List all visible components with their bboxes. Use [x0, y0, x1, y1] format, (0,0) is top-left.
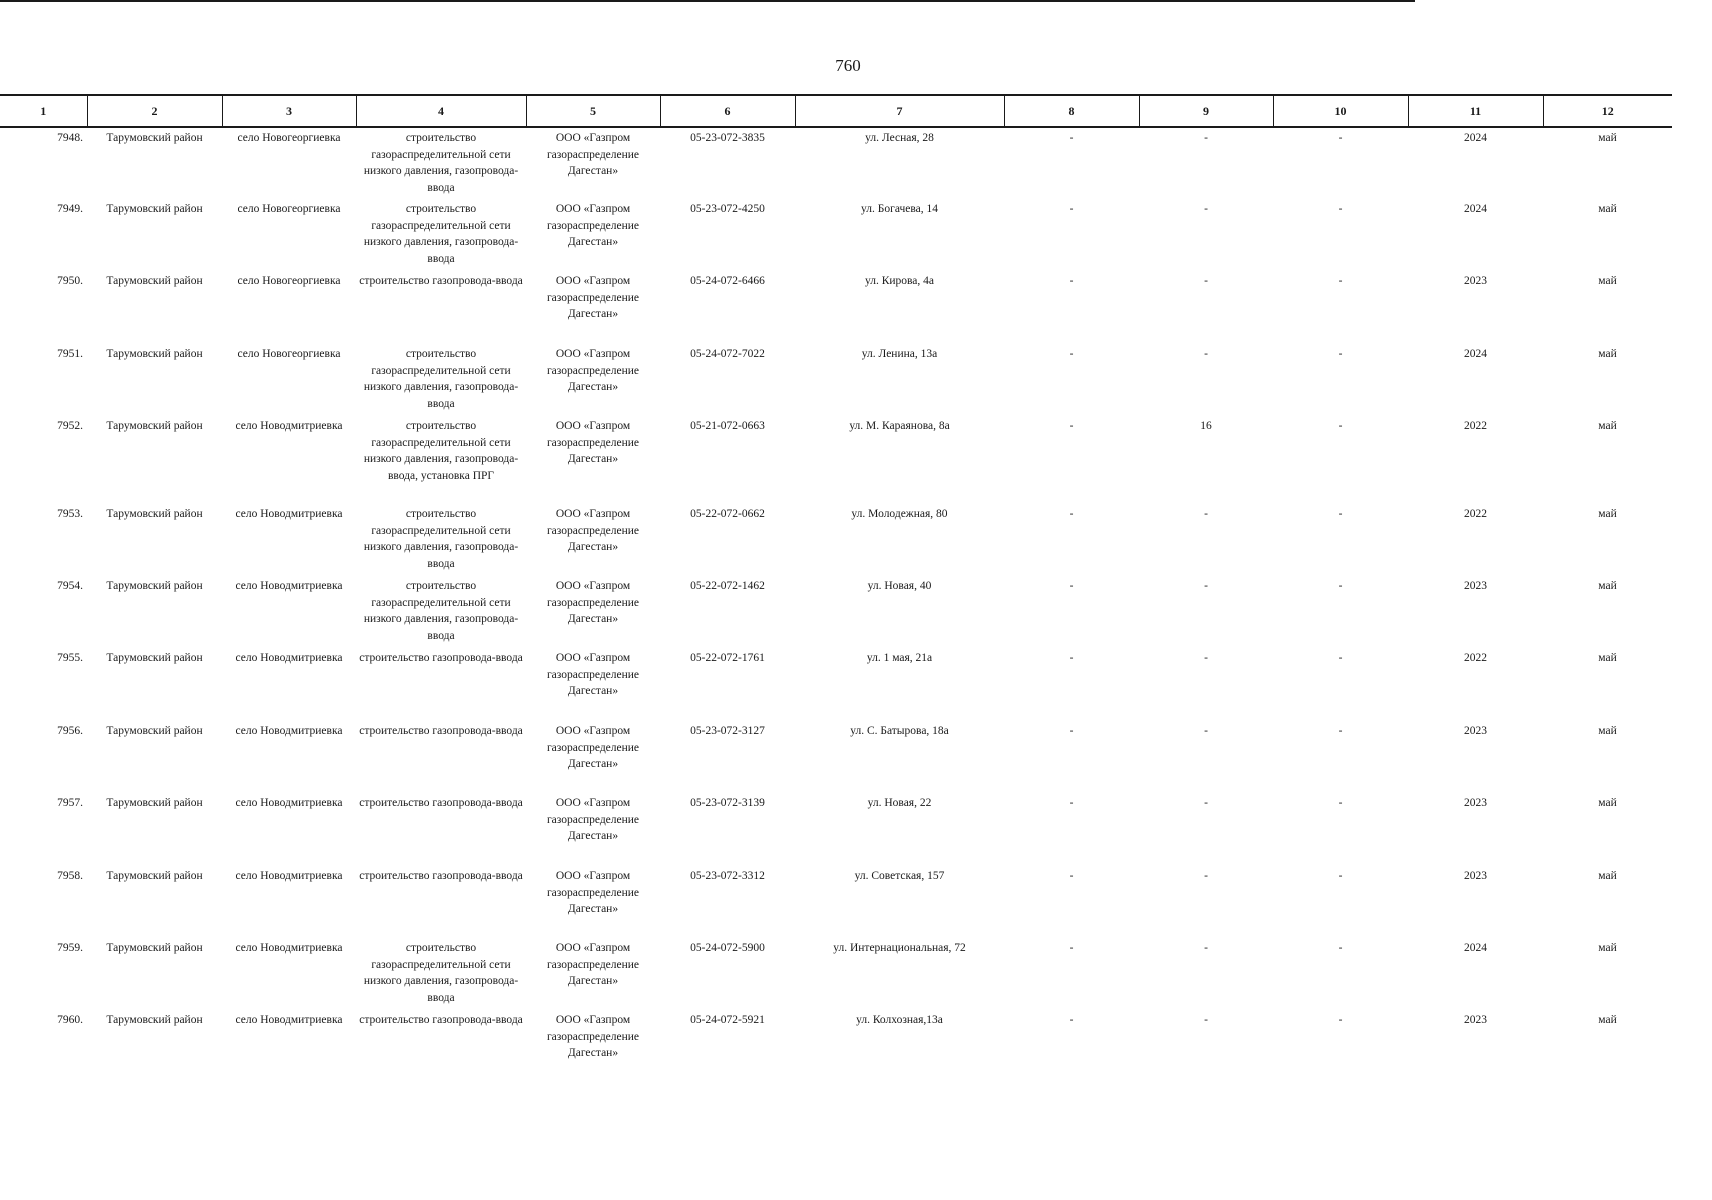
object-code-cell: 05-23-072-3312	[690, 870, 765, 882]
settlement-cell: село Новогеоргиевка	[237, 132, 341, 144]
address-cell: ул. Лесная, 28	[865, 132, 934, 144]
address-cell: ул. Советская, 157	[854, 870, 945, 882]
year-cell: 2023	[1464, 275, 1487, 287]
organization-cell: ООО «Газпром газораспределение Дагестан»	[546, 797, 640, 842]
settlement-cell: село Новодмитриевка	[235, 942, 343, 954]
column-9-cell: -	[1204, 652, 1208, 664]
column-10-cell: -	[1338, 580, 1343, 592]
column-8-cell: -	[1069, 580, 1074, 592]
row-number: 7957.	[57, 797, 83, 809]
column-header: 6	[660, 95, 795, 127]
settlement-cell: село Новогеоргиевка	[237, 348, 341, 360]
work-type-cell: строительство газопровода-ввода	[359, 1014, 523, 1026]
organization-cell: ООО «Газпром газораспределение Дагестан»	[546, 275, 640, 320]
row-number: 7953.	[57, 508, 83, 520]
address-cell: ул. Интернациональная, 72	[833, 942, 966, 954]
object-code-cell: 05-23-072-4250	[690, 203, 765, 215]
address-cell: ул. 1 мая, 21а	[866, 652, 933, 664]
organization-cell: ООО «Газпром газораспределение Дагестан»	[546, 870, 640, 915]
column-10-cell: -	[1338, 508, 1343, 520]
row-number: 7951.	[57, 348, 83, 360]
year-cell: 2022	[1464, 508, 1487, 520]
organization-cell: ООО «Газпром газораспределение Дагестан»	[546, 348, 640, 393]
organization-cell: ООО «Газпром газораспределение Дагестан»	[546, 420, 640, 465]
column-9-cell: -	[1204, 1014, 1208, 1026]
month-cell: май	[1598, 725, 1617, 737]
row-number: 7948.	[57, 132, 83, 144]
object-code-cell: 05-22-072-0662	[690, 508, 765, 520]
month-cell: май	[1598, 870, 1617, 882]
district-cell: Тарумовский район	[106, 725, 203, 737]
work-type-cell: строительство газопровода-ввода	[359, 275, 523, 287]
settlement-cell: село Новодмитриевка	[235, 580, 343, 592]
settlement-cell: село Новодмитриевка	[235, 1014, 343, 1026]
column-10-cell: -	[1338, 275, 1343, 287]
month-cell: май	[1598, 132, 1617, 144]
work-type-cell: строительство газораспределительной сети низкого давления, газопровода-ввода	[363, 508, 519, 570]
table-row	[0, 793, 1672, 866]
object-code-cell: 05-24-072-5921	[690, 1014, 765, 1026]
column-8-cell: -	[1069, 203, 1074, 215]
object-code-cell: 05-23-072-3835	[690, 132, 765, 144]
table-row	[0, 344, 1672, 416]
organization-cell: ООО «Газпром газораспределение Дагестан»	[546, 508, 640, 553]
district-cell: Тарумовский район	[106, 420, 203, 432]
district-cell: Тарумовский район	[106, 508, 203, 520]
work-type-cell: строительство газопровода-ввода	[359, 725, 523, 737]
month-cell: май	[1598, 348, 1617, 360]
object-code-cell: 05-21-072-0663	[690, 420, 765, 432]
row-number: 7959.	[57, 942, 83, 954]
column-9-cell: -	[1204, 942, 1208, 954]
column-8-cell: -	[1069, 132, 1074, 144]
object-code-cell: 05-24-072-7022	[690, 348, 765, 360]
column-header: 1	[0, 95, 87, 127]
column-10-cell: -	[1338, 652, 1343, 664]
column-header: 12	[1543, 95, 1672, 127]
district-cell: Тарумовский район	[106, 203, 203, 215]
table-row	[0, 504, 1672, 576]
column-10-cell: -	[1338, 203, 1343, 215]
month-cell: май	[1598, 652, 1617, 664]
column-8-cell: -	[1069, 652, 1074, 664]
column-header: 10	[1273, 95, 1408, 127]
table-body	[0, 127, 1672, 1078]
top-rule	[0, 0, 1415, 2]
column-10-cell: -	[1338, 870, 1343, 882]
month-cell: май	[1598, 420, 1617, 432]
work-type-cell: строительство газораспределительной сети низкого давления, газопровода-ввода	[363, 580, 519, 642]
object-code-cell: 05-24-072-5900	[690, 942, 765, 954]
settlement-cell: село Новодмитриевка	[235, 420, 343, 432]
settlement-cell: село Новодмитриевка	[235, 508, 343, 520]
table-row	[0, 576, 1672, 648]
column-9-cell: -	[1204, 580, 1208, 592]
column-10-cell: -	[1338, 348, 1343, 360]
column-8-cell: -	[1069, 1014, 1074, 1026]
object-code-cell: 05-22-072-1761	[690, 652, 765, 664]
organization-cell: ООО «Газпром газораспределение Дагестан»	[546, 652, 640, 697]
column-number-header-row	[0, 95, 1672, 127]
column-9-cell: 16	[1200, 420, 1212, 432]
column-10-cell: -	[1338, 797, 1343, 809]
address-cell: ул. Богачева, 14	[861, 203, 938, 215]
address-cell: ул. С. Батырова, 18а	[850, 725, 949, 737]
row-number: 7952.	[57, 420, 83, 432]
column-8-cell: -	[1069, 508, 1074, 520]
work-type-cell: строительство газораспределительной сети низкого давления, газопровода-ввода	[363, 942, 519, 1004]
district-cell: Тарумовский район	[106, 348, 203, 360]
row-number: 7956.	[57, 725, 83, 737]
column-header: 11	[1408, 95, 1543, 127]
column-8-cell: -	[1069, 275, 1074, 287]
address-cell: ул. М. Караянова, 8а	[849, 420, 950, 432]
settlement-cell: село Новогеоргиевка	[237, 275, 341, 287]
column-9-cell: -	[1204, 725, 1208, 737]
district-cell: Тарумовский район	[106, 942, 203, 954]
column-8-cell: -	[1069, 797, 1074, 809]
column-header: 4	[356, 95, 526, 127]
column-9-cell: -	[1204, 508, 1208, 520]
column-10-cell: -	[1338, 725, 1343, 737]
table-row	[0, 127, 1672, 199]
column-9-cell: -	[1204, 870, 1208, 882]
month-cell: май	[1598, 275, 1617, 287]
column-8-cell: -	[1069, 942, 1074, 954]
year-cell: 2024	[1464, 203, 1487, 215]
row-number: 7954.	[57, 580, 83, 592]
register-table	[0, 94, 1672, 1078]
month-cell: май	[1598, 942, 1617, 954]
organization-cell: ООО «Газпром газораспределение Дагестан»	[546, 1014, 640, 1059]
district-cell: Тарумовский район	[106, 132, 203, 144]
district-cell: Тарумовский район	[106, 275, 203, 287]
organization-cell: ООО «Газпром газораспределение Дагестан»	[546, 132, 640, 177]
district-cell: Тарумовский район	[106, 797, 203, 809]
column-header: 7	[795, 95, 1004, 127]
column-9-cell: -	[1204, 203, 1208, 215]
column-10-cell: -	[1338, 1014, 1343, 1026]
table-row	[0, 866, 1672, 938]
work-type-cell: строительство газораспределительной сети низкого давления, газопровода-ввода, установка ПРГ	[363, 420, 519, 482]
address-cell: ул. Новая, 40	[867, 580, 932, 592]
month-cell: май	[1598, 1014, 1617, 1026]
work-type-cell: строительство газораспределительной сети низкого давления, газопровода-ввода	[363, 203, 519, 265]
year-cell: 2023	[1464, 870, 1487, 882]
year-cell: 2022	[1464, 420, 1487, 432]
column-9-cell: -	[1204, 132, 1208, 144]
row-number: 7949.	[57, 203, 83, 215]
row-number: 7958.	[57, 870, 83, 882]
month-cell: май	[1598, 797, 1617, 809]
column-10-cell: -	[1338, 132, 1343, 144]
settlement-cell: село Новогеоргиевка	[237, 203, 341, 215]
object-code-cell: 05-23-072-3127	[690, 725, 765, 737]
year-cell: 2023	[1464, 725, 1487, 737]
settlement-cell: село Новодмитриевка	[235, 652, 343, 664]
row-number: 7950.	[57, 275, 83, 287]
table-row	[0, 938, 1672, 1010]
year-cell: 2023	[1464, 797, 1487, 809]
column-8-cell: -	[1069, 348, 1074, 360]
column-8-cell: -	[1069, 870, 1074, 882]
work-type-cell: строительство газораспределительной сети низкого давления, газопровода-ввода	[363, 348, 519, 410]
year-cell: 2024	[1464, 132, 1487, 144]
settlement-cell: село Новодмитриевка	[235, 725, 343, 737]
month-cell: май	[1598, 580, 1617, 592]
object-code-cell: 05-22-072-1462	[690, 580, 765, 592]
table-row	[0, 648, 1672, 721]
column-header: 8	[1004, 95, 1139, 127]
organization-cell: ООО «Газпром газораспределение Дагестан»	[546, 725, 640, 770]
object-code-cell: 05-24-072-6466	[690, 275, 765, 287]
table-row	[0, 271, 1672, 344]
work-type-cell: строительство газопровода-ввода	[359, 870, 523, 882]
column-8-cell: -	[1069, 725, 1074, 737]
address-cell: ул. Ленина, 13а	[861, 348, 938, 360]
column-10-cell: -	[1338, 420, 1343, 432]
work-type-cell: строительство газораспределительной сети низкого давления, газопровода-ввода	[363, 132, 519, 194]
district-cell: Тарумовский район	[106, 580, 203, 592]
year-cell: 2023	[1464, 580, 1487, 592]
column-header: 2	[87, 95, 222, 127]
district-cell: Тарумовский район	[106, 652, 203, 664]
organization-cell: ООО «Газпром газораспределение Дагестан»	[546, 942, 640, 987]
column-9-cell: -	[1204, 275, 1208, 287]
page-number: 760	[835, 56, 861, 75]
column-9-cell: -	[1204, 797, 1208, 809]
table-row	[0, 416, 1672, 504]
column-header: 3	[222, 95, 356, 127]
address-cell: ул. Молодежная, 80	[851, 508, 948, 520]
column-header: 5	[526, 95, 660, 127]
organization-cell: ООО «Газпром газораспределение Дагестан»	[546, 580, 640, 625]
month-cell: май	[1598, 203, 1617, 215]
work-type-cell: строительство газопровода-ввода	[359, 797, 523, 809]
address-cell: ул. Кирова, 4а	[864, 275, 935, 287]
row-number: 7955.	[57, 652, 83, 664]
organization-cell: ООО «Газпром газораспределение Дагестан»	[546, 203, 640, 248]
column-9-cell: -	[1204, 348, 1208, 360]
address-cell: ул. Новая, 22	[867, 797, 932, 809]
column-header: 9	[1139, 95, 1273, 127]
year-cell: 2023	[1464, 1014, 1487, 1026]
month-cell: май	[1598, 508, 1617, 520]
table-row	[0, 721, 1672, 793]
column-8-cell: -	[1069, 420, 1074, 432]
table-row	[0, 199, 1672, 271]
settlement-cell: село Новодмитриевка	[235, 870, 343, 882]
row-number: 7960.	[57, 1014, 83, 1026]
district-cell: Тарумовский район	[106, 1014, 203, 1026]
address-cell: ул. Колхозная,13а	[856, 1014, 943, 1026]
object-code-cell: 05-23-072-3139	[690, 797, 765, 809]
year-cell: 2024	[1464, 942, 1487, 954]
work-type-cell: строительство газопровода-ввода	[359, 652, 523, 664]
year-cell: 2024	[1464, 348, 1487, 360]
settlement-cell: село Новодмитриевка	[235, 797, 343, 809]
year-cell: 2022	[1464, 652, 1487, 664]
district-cell: Тарумовский район	[106, 870, 203, 882]
table-row	[0, 1010, 1672, 1078]
column-10-cell: -	[1338, 942, 1343, 954]
